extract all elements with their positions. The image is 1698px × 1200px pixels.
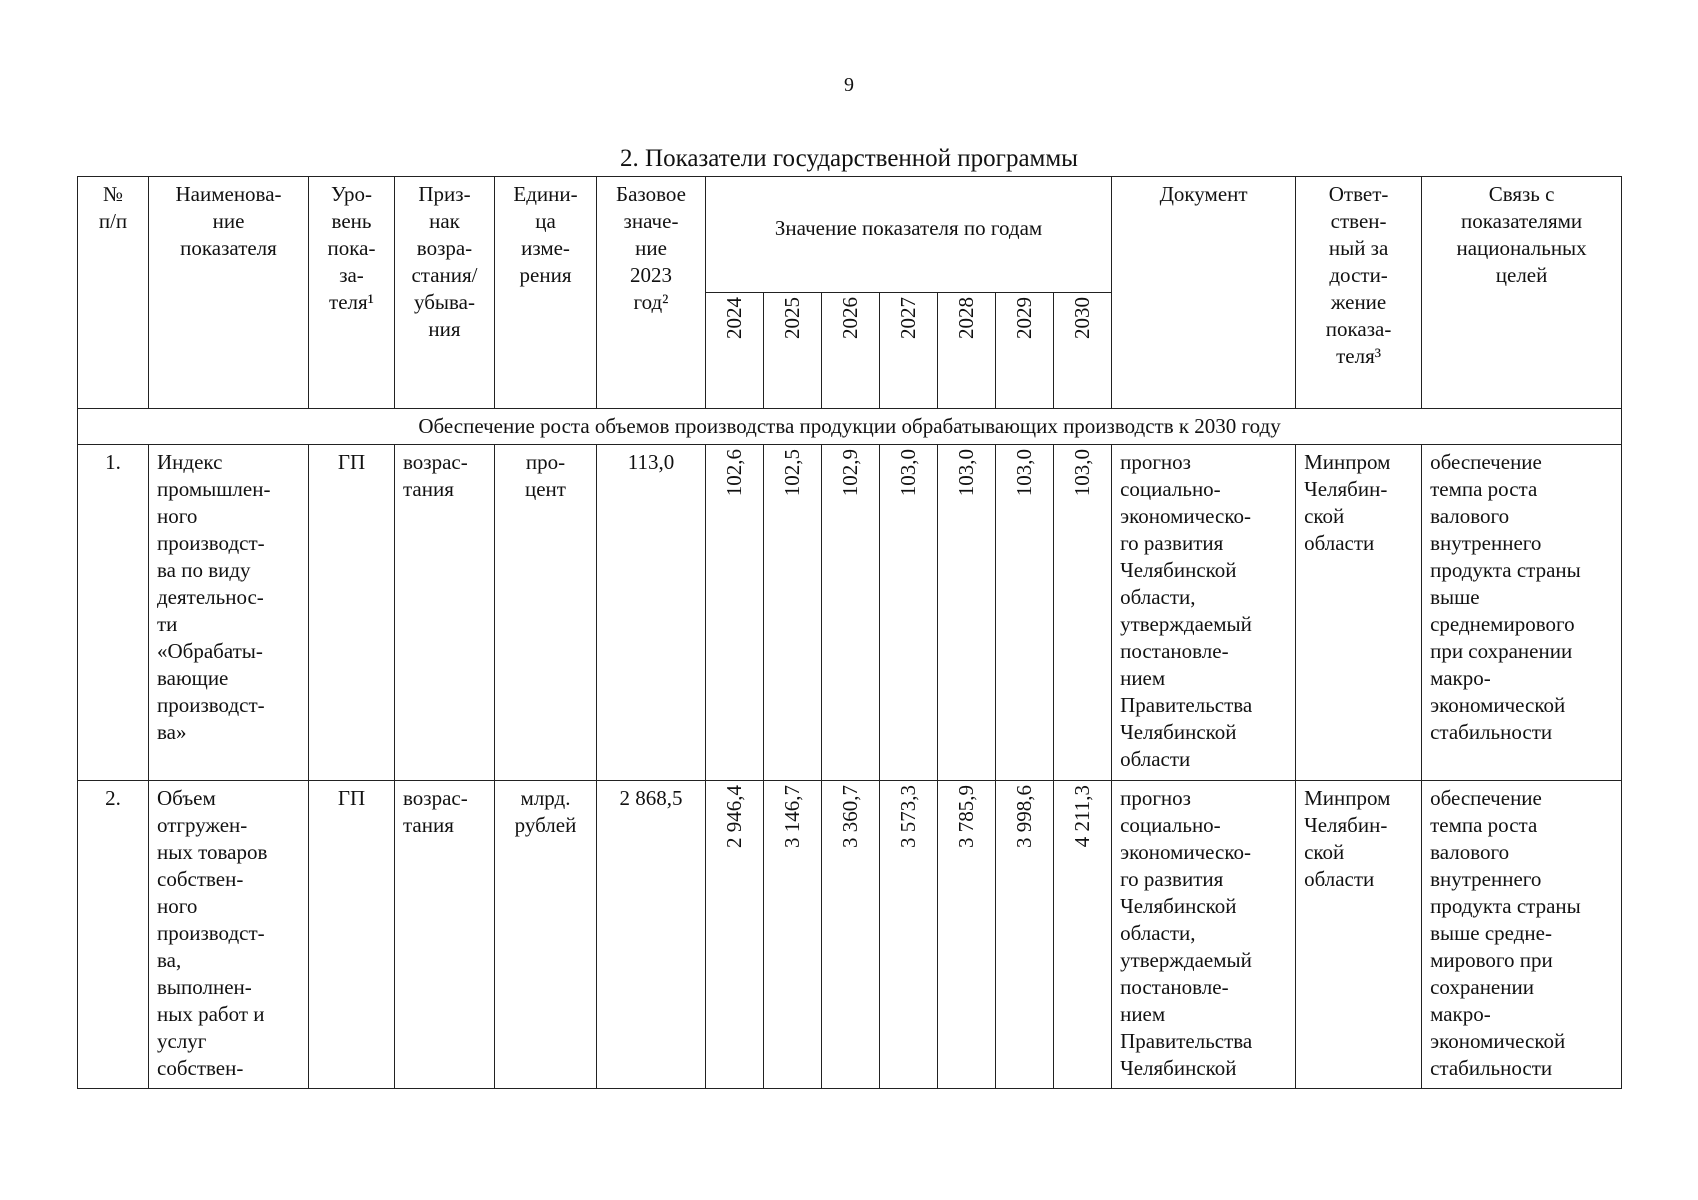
- value-2029: 103,0: [996, 445, 1054, 781]
- header-year-2030: 2030: [1054, 293, 1112, 409]
- indicator-unit: млрд. рублей: [495, 781, 597, 1089]
- value-2029: 3 998,6: [996, 781, 1054, 1089]
- value-2027: 103,0: [880, 445, 938, 781]
- header-year-2024: 2024: [706, 293, 764, 409]
- row-number: 2.: [78, 781, 149, 1089]
- row-number: 1.: [78, 445, 149, 781]
- value-2027: 3 573,3: [880, 781, 938, 1089]
- indicator-level: ГП: [309, 445, 395, 781]
- header-sign: Приз- нак возра- стания/ убыва- ния: [395, 177, 495, 409]
- header-year-2026: 2026: [822, 293, 880, 409]
- value-2028: 3 785,9: [938, 781, 996, 1089]
- document-reference: прогноз социально- экономическо- го развития Челябинской области, утверждаемый постановле- нием Правительства Челябинской: [1112, 781, 1296, 1089]
- header-responsible: Ответ- ствен- ный за дости- жение показа- теля³: [1296, 177, 1422, 409]
- indicator-name: Объем отгружен- ных товаров собствен- ного производст- ва, выполнен- ных работ и услуг собствен-: [149, 781, 309, 1089]
- header-year-2027: 2027: [880, 293, 938, 409]
- indicators-table: [77, 176, 1622, 1089]
- national-goals-link: обеспечение темпа роста валового внутреннего продукта страны выше среднемирового при сохранении макро- экономической стабильности: [1422, 445, 1622, 781]
- responsible-body: Минпром Челябин- ской области: [1296, 445, 1422, 781]
- base-value: 113,0: [597, 445, 706, 781]
- header-national-goals-link: Связь с показателями национальных целей: [1422, 177, 1622, 409]
- value-2030: 4 211,3: [1054, 781, 1112, 1089]
- value-2024: 102,6: [706, 445, 764, 781]
- page-number: 9: [844, 74, 854, 96]
- header-num: № п/п: [78, 177, 149, 409]
- header-year-2028: 2028: [938, 293, 996, 409]
- indicator-level: ГП: [309, 781, 395, 1089]
- responsible-body: Минпром Челябин- ской области: [1296, 781, 1422, 1089]
- header-level: Уро- вень пока- за- теля¹: [309, 177, 395, 409]
- section-heading: Обеспечение роста объемов производства продукции обрабатывающих производств к 2030 году: [78, 409, 1622, 445]
- section-title: 2. Показатели государственной программы: [620, 145, 1078, 172]
- indicator-name: Индекс промышлен- ного производст- ва по виду деятельнос- ти «Обрабаты- вающие производст- ва»: [149, 445, 309, 781]
- header-base-value: Базовое значе- ние 2023 год²: [597, 177, 706, 409]
- value-2024: 2 946,4: [706, 781, 764, 1089]
- value-2026: 102,9: [822, 445, 880, 781]
- header-year-2029: 2029: [996, 293, 1054, 409]
- section-row: [78, 409, 1622, 445]
- value-2025: 3 146,7: [764, 781, 822, 1089]
- header-values-by-year: Значение показателя по годам: [706, 177, 1112, 293]
- value-2028: 103,0: [938, 445, 996, 781]
- indicator-sign: возрас- тания: [395, 781, 495, 1089]
- header-document: Документ: [1112, 177, 1296, 409]
- indicator-unit: про- цент: [495, 445, 597, 781]
- national-goals-link: обеспечение темпа роста валового внутреннего продукта страны выше средне- мирового при сохранении макро- экономической стабильности: [1422, 781, 1622, 1089]
- value-2026: 3 360,7: [822, 781, 880, 1089]
- document-reference: прогноз социально- экономическо- го развития Челябинской области, утверждаемый постановле- нием Правительства Челябинской области: [1112, 445, 1296, 781]
- value-2030: 103,0: [1054, 445, 1112, 781]
- value-2025: 102,5: [764, 445, 822, 781]
- table-row: [78, 445, 1622, 781]
- table-row: [78, 781, 1622, 1089]
- indicator-sign: возрас- тания: [395, 445, 495, 781]
- header-unit: Едини- ца изме- рения: [495, 177, 597, 409]
- header-name: Наименова- ние показателя: [149, 177, 309, 409]
- header-year-2025: 2025: [764, 293, 822, 409]
- base-value: 2 868,5: [597, 781, 706, 1089]
